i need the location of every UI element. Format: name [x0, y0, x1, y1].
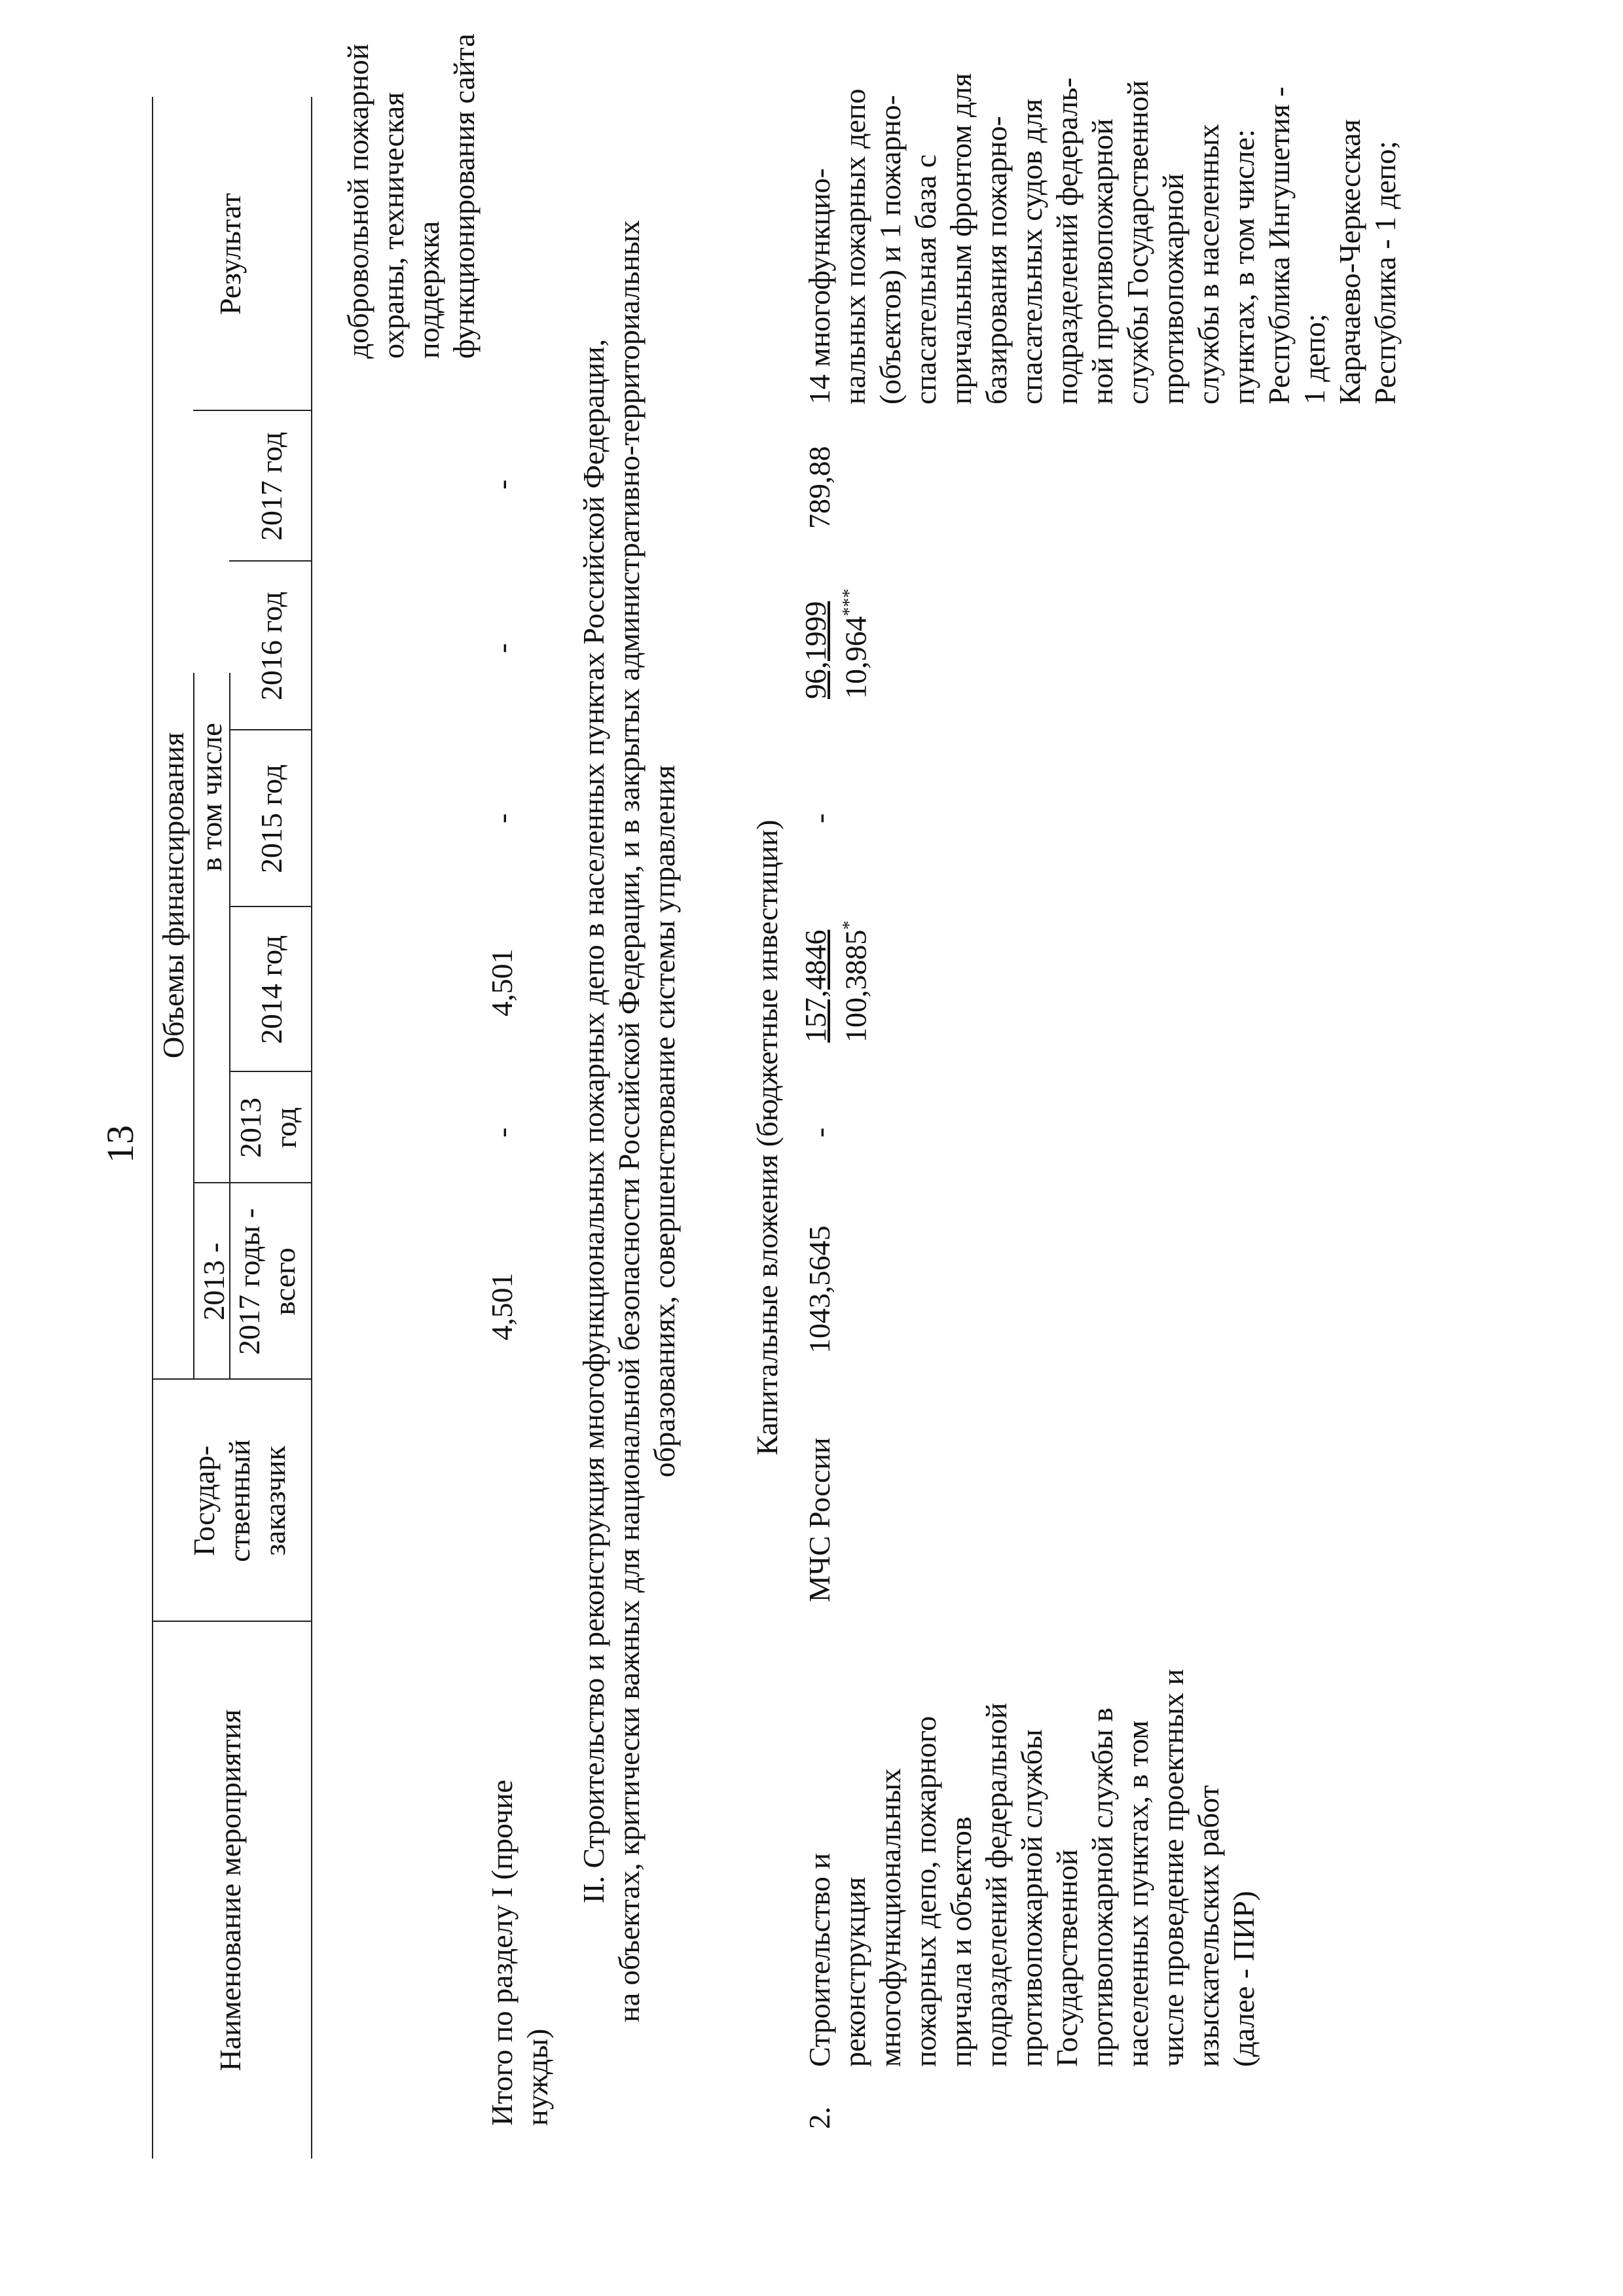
table-top-border [152, 97, 153, 2159]
header-2017: 2017 год [255, 431, 288, 541]
header-total: 2013 - 2017 годы - всего [197, 1208, 301, 1355]
row-2016-numerator: 96,1999 [799, 601, 832, 699]
header-2016: 2016 год [255, 591, 288, 701]
subsection-title: Капитальные вложения (бюджетные инвестиции) [750, 819, 784, 1456]
header-funding: Объемы финансирования [156, 732, 190, 1059]
row-total: 1043,5645 [803, 1225, 836, 1354]
header-2013: 2013 год [234, 1098, 302, 1158]
page-number: 13 [99, 1125, 141, 1163]
row-2014-fraction [799, 921, 873, 1043]
row-2013: - [803, 1127, 836, 1138]
row-2015: - [803, 813, 836, 823]
subtotal-2013: - [485, 1127, 519, 1138]
row-number: 2. [803, 2106, 836, 2129]
header-2015: 2015 год [255, 764, 288, 874]
subtotal-label: Итого по разделу I (прочие нужды) [485, 1780, 554, 2126]
header-result: Результат [213, 192, 247, 315]
row-2016-denominator: 10,964*** [839, 588, 873, 699]
row-2014-denominator: 100,3885* [839, 920, 873, 1043]
row-result: 14 многофункцио- нальных пожарных депо (объектов) и 1 пожарно- спасательная база с причальным фронтом для базирования пожарно- спасательных судов для подразделений федераль- ной противопожарной службы Государственной противопожарной службы в населенных пунктах, в том числе: Республика Ингушетия - 1 депо; Карачаево-Черкесская Республика - 1 депо; [803, 73, 1402, 404]
section-title: II. Строительство и реконструкция многофункциональных пожарных депо в населенных пунктах Российской Федерации, на объектах, критически важных для национальной безопасности Российской Федерации, и в закрытых административно-территориальных образованиях, совершенствование системы управления [577, 220, 681, 2022]
subtotal-2014: 4,501 [485, 948, 519, 1016]
header-name: Наименование мероприятия [213, 1709, 247, 2072]
subtotal-2017: - [485, 479, 519, 490]
subtotal-2015: - [485, 813, 519, 823]
row-customer: МЧС России [803, 1437, 836, 1602]
header-including: в том числе [194, 723, 228, 872]
row-name: Строительство и реконструкция многофункциональных пожарных депо, пожарного причала и объектов подразделений федеральной противопожарной службы Государственной противопожарной службы в населенных пунктах, в том числе проведение проектных и изыскательских работ (далее - ПИР) [803, 1669, 1260, 2067]
continued-result-text: добровольной пожарной охраны, техническая поддержка функционирования сайта [341, 33, 481, 359]
subtotal-total: 4,501 [485, 1272, 519, 1340]
row-2014-numerator: 157,4846 [799, 929, 832, 1043]
header-2014: 2014 год [255, 935, 288, 1045]
row-2016-fraction [799, 589, 873, 700]
header-customer: Государ- ственный заказчик [187, 1439, 291, 1562]
subtotal-2016: - [485, 643, 519, 653]
table-header-bottom-border [311, 97, 312, 2159]
row-2017: 789,88 [803, 446, 836, 529]
